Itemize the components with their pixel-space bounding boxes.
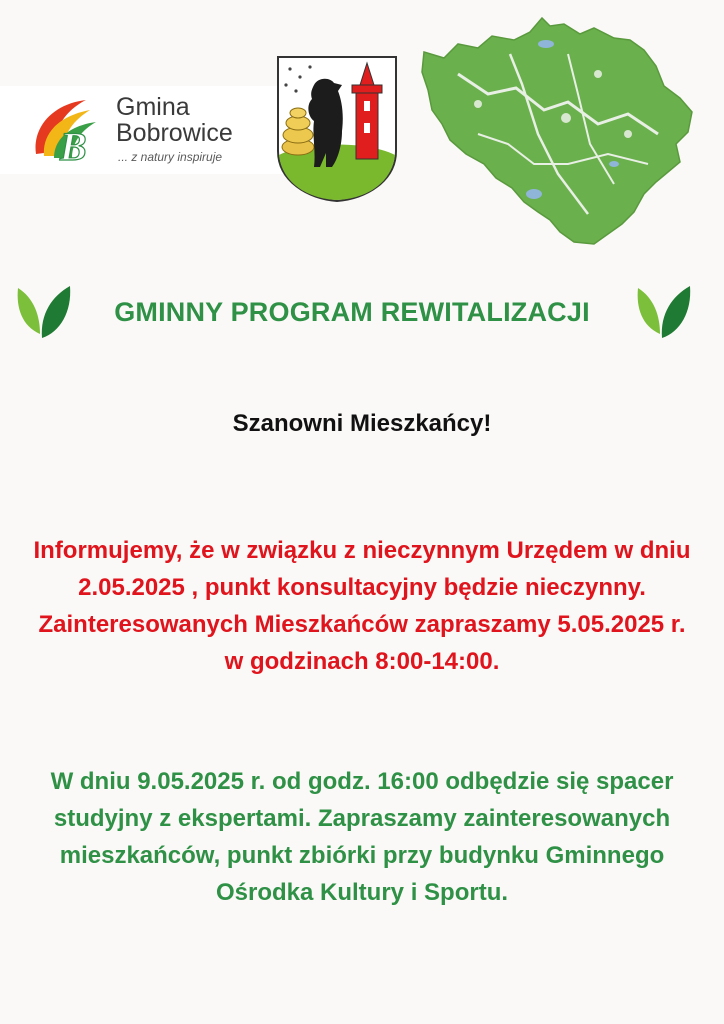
- heading-row: [10, 282, 694, 342]
- gmina-bobrowice-logo-icon: [30, 94, 108, 166]
- svg-text:B: B: [60, 124, 87, 166]
- green-leaf-icon: [630, 282, 694, 342]
- municipality-map-icon: [418, 14, 694, 246]
- greeting: Szanowni Mieszkańcy!: [232, 410, 492, 437]
- bear-coat-of-arms-icon: [276, 55, 398, 203]
- logo-name: [116, 94, 233, 146]
- logo-name-line1: Gmina: [116, 93, 190, 121]
- gmina-logo: [0, 86, 290, 174]
- program-heading: GMINNY PROGRAM REWITALIZACJI: [114, 296, 590, 327]
- notice-green-paragraph: W dniu 9.05.2025 r. od godz. 16:00 odbędzie się spacer studyjny z ekspertami. Zapraszamy zainteresowanych mieszkańców, punkt zbiórki przy budynku Gminnego Ośrodka Kultury i Sportu.: [50, 768, 674, 906]
- green-leaf-icon: [10, 282, 74, 342]
- logo-name-line2: Bobrowice: [116, 119, 233, 147]
- logo-tagline: ... z natury inspiruje: [118, 150, 223, 164]
- notice-red-paragraph: Informujemy, że w związku z nieczynnym Urzędem w dniu 2.05.2025 , punkt konsultacyjny będzie nieczynny. Zainteresowanych Mieszkańców zapraszamy 5.05.2025 r. w godzinach 8:00-14:00.: [33, 537, 691, 675]
